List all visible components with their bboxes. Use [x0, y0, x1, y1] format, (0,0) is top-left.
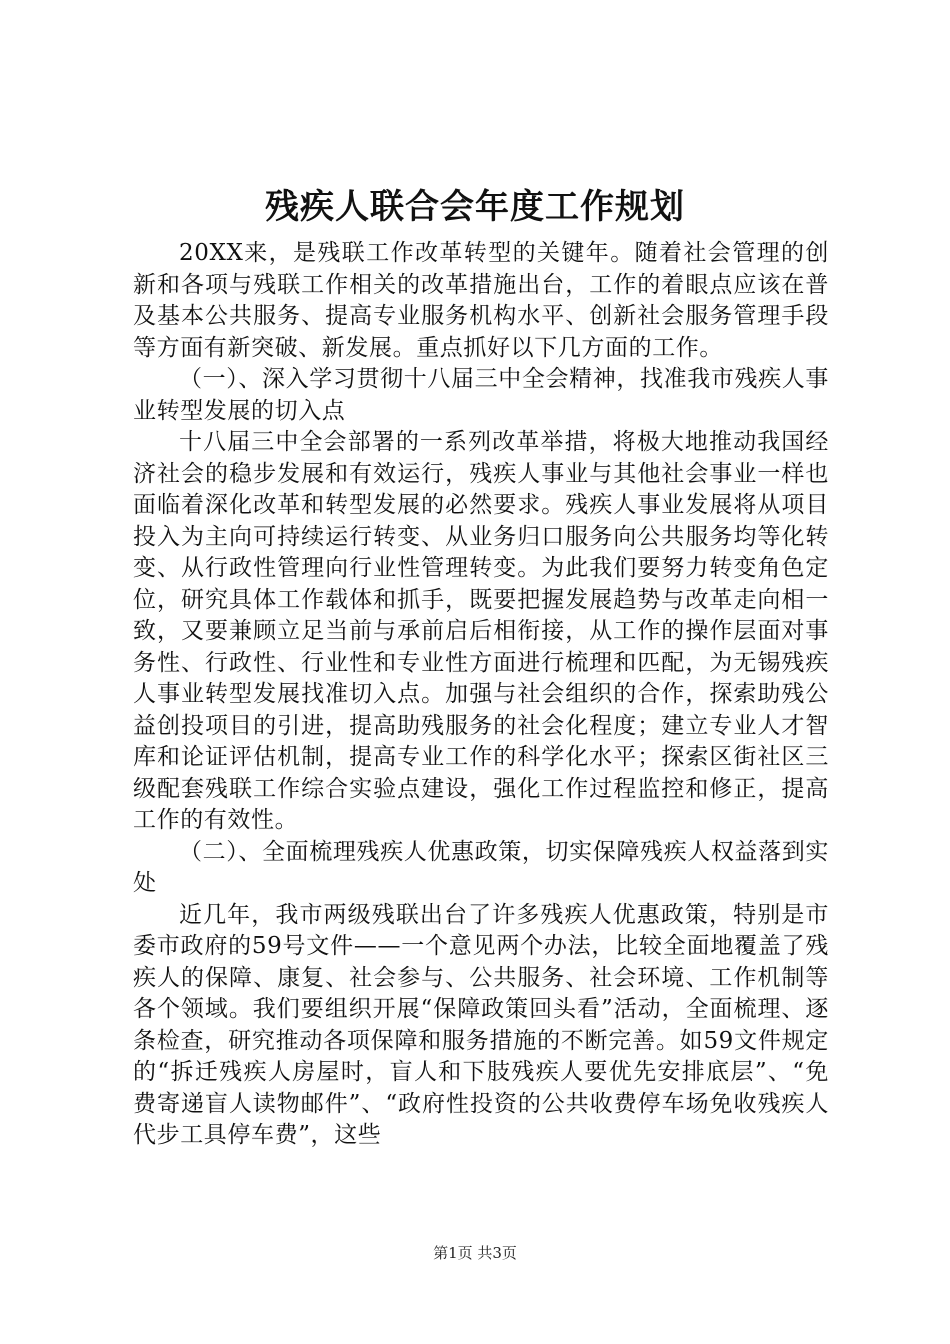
- section-heading-2: （二）、全面梳理残疾人优惠政策，切实保障残疾人权益落到实处: [133, 838, 829, 896]
- section-heading-1: （一）、深入学习贯彻十八届三中全会精神，找准我市残疾人事业转型发展的切入点: [133, 366, 829, 424]
- page-footer: 第1页 共3页: [433, 1244, 517, 1262]
- paragraph-section-1: 十八届三中全会部署的一系列改革举措，将极大地推动我国经济社会的稳步发展和有效运行，残疾人事业与其他社会事业一样也面临着深化改革和转型发展的必然要求。残疾人事业发展将从项目投入为主向可持续运行转变、从业务归口服务向公共服务均等化转变、从行政性管理向行业性管理转变。为此我们要努力转变角色定位，研究具体工作载体和抓手，既要把握发展趋势与改革走向相一致，又要兼顾立足当前与承前启后相衔接，从工作的操作层面对事务性、行政性、行业性和专业性方面进行梳理和匹配，为无锡残疾人事业转型发展找准切入点。加强与社会组织的合作，探索助残公益创投项目的引进，提高助残服务的社会化程度；建立专业人才智库和论证评估机制，提高专业工作的科学化水平；探索区街社区三级配套残联工作综合实验点建设，强化工作过程监控和修正，提高工作的有效性。: [133, 429, 829, 833]
- paragraph-section-2: 近几年，我市两级残联出台了许多残疾人优惠政策，特别是市委市政府的59号文件——一个意见两个办法，比较全面地覆盖了残疾人的保障、康复、社会参与、公共服务、社会环境、工作机制等各个领域。我们要组织开展“保障政策回头看”活动，全面梳理、逐条检查，研究推动各项保障和服务措施的不断完善。如59文件规定的“拆迁残疾人房屋时，盲人和下肢残疾人要优先安排底层”、“免费寄递盲人读物邮件”、“政府性投资的公共收费停车场免收残疾人代步工具停车费”，这些: [133, 901, 829, 1148]
- document-body: [133, 238, 829, 1152]
- document-title: 残疾人联合会年度工作规划: [265, 187, 685, 227]
- paragraph-intro: 20XX来，是残联工作改革转型的关键年。随着社会管理的创新和各项与残联工作相关的改革措施出台，工作的着眼点应该在普及基本公共服务、提高专业服务机构水平、创新社会服务管理手段等方面有新突破、新发展。重点抓好以下几方面的工作。: [133, 240, 829, 361]
